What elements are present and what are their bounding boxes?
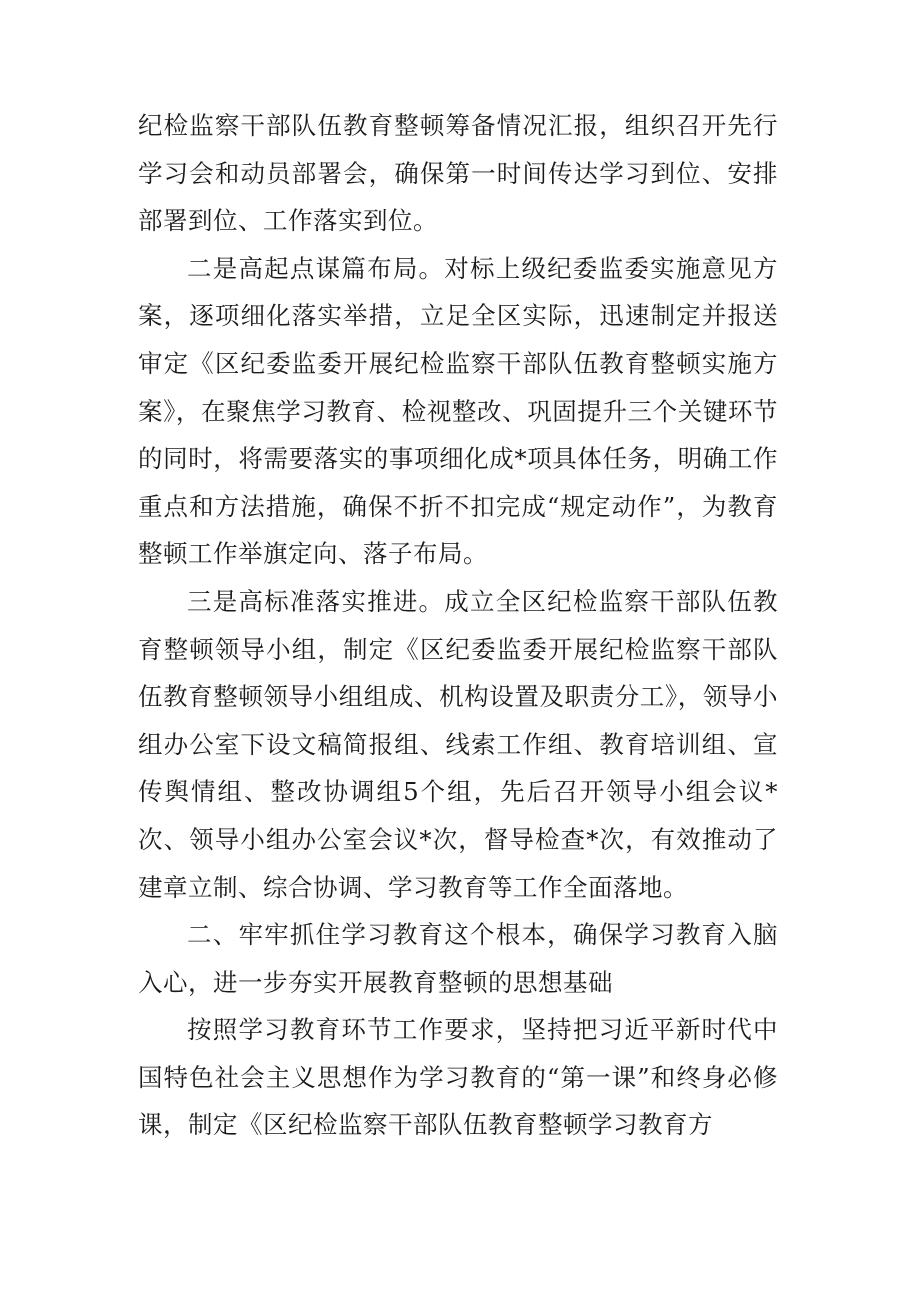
paragraph-4: 按照学习教育环节工作要求，坚持把习近平新时代中国特色社会主义思想作为学习教育的“第一课”和终身必修课，制定《区纪检监察干部队伍教育整顿学习教育方 [138,1015,778,1140]
paragraph-3: 三是高标准落实推进。成立全区纪检监察干部队伍教育整顿领导小组，制定《区纪委监委开展纪检监察干部队伍教育整顿领导小组组成、机构设置及职责分工》，领导小组办公室下设文稿简报组、线索工作组、教育培训组、宣传舆情组、整改协调组5个组，先后召开领导小组会议*次、领导小组办公室会议*次，督导检查*次，有效推动了建章立制、综合协调、学习教育等工作全面落地。 [138,586,778,902]
section-heading-2: 二、牢牢抓住学习教育这个根本，确保学习教育入脑入心，进一步夯实开展教育整顿的思想基础 [138,920,778,997]
paragraph-1: 纪检监察干部队伍教育整顿筹备情况汇报，组织召开先行学习会和动员部署会，确保第一时间传达学习到位、安排部署到位、工作落实到位。 [138,111,778,236]
document-body [138,102,778,1149]
paragraph-2: 二是高起点谋篇布局。对标上级纪委监委实施意见方案，逐项细化落实举措，立足全区实际，迅速制定并报送审定《区纪委监委开展纪检监察干部队伍教育整顿实施方案》，在聚焦学习教育、检视整改、巩固提升三个关键环节的同时，将需要落实的事项细化成*项具体任务，明确工作重点和方法措施，确保不折不扣完成“规定动作”，为教育整顿工作举旗定向、落子布局。 [138,253,778,569]
